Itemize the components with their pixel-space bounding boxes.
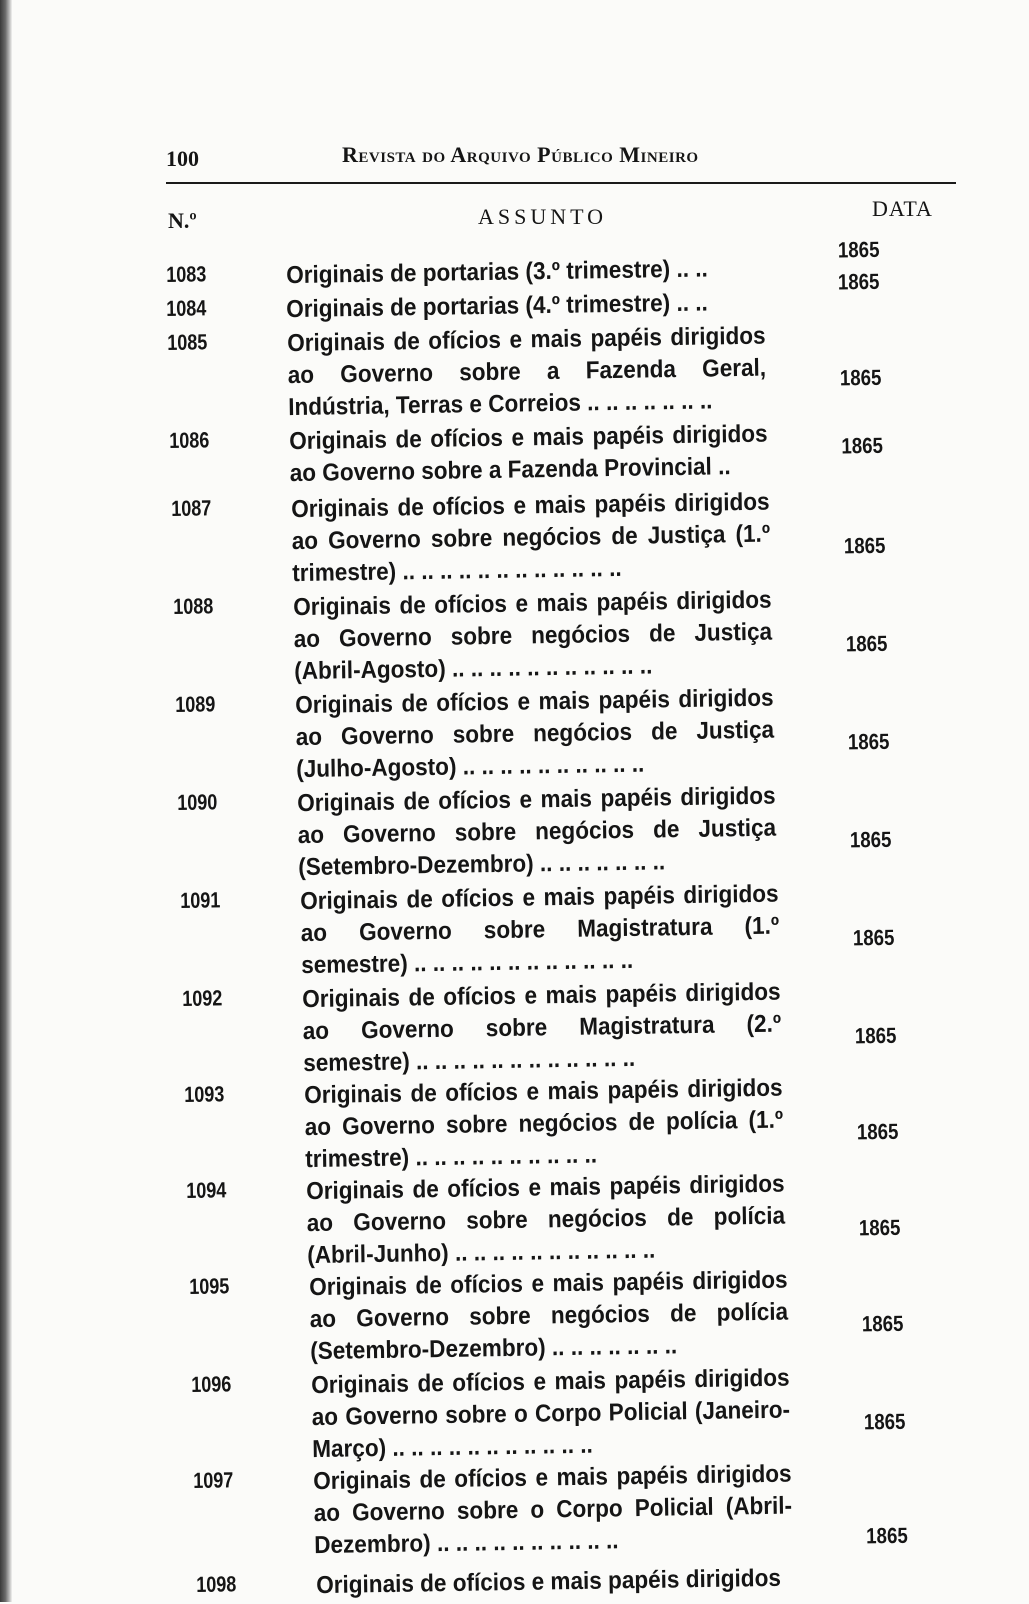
entry-number: 1089 — [175, 691, 216, 717]
column-header-subject: ASSUNTO — [478, 204, 608, 229]
page-header — [166, 140, 956, 184]
entry-number: 1093 — [184, 1081, 225, 1107]
entry-date: 1865 — [843, 532, 886, 559]
entry-subject: Originais de ofícios e mais papéis dirigidos ao Governo sobre negócios de Justiça (Setembro-Dezembro) .. .. .. .. .. .. .. — [297, 782, 777, 882]
entry-subject: Originais de ofícios e mais papéis dirigidos ao Governo sobre negócios de polícia (Abril-Junho) .. .. .. .. .. .. .. .. .. .. .. — [306, 1170, 786, 1270]
entry-date: 1865 — [837, 268, 880, 295]
entry-date: 1865 — [849, 826, 892, 853]
entry-subject: Originais de ofícios e mais papéis dirigidos ao Governo sobre negócios de polícia (1.º trimestre) .. .. .. .. .. .. .. .. .. .. — [304, 1074, 784, 1174]
entry-date: 1865 — [863, 1408, 906, 1435]
entry-number: 1091 — [180, 887, 221, 913]
entry-date: 1865 — [847, 728, 890, 755]
entry-date: 1865 — [839, 364, 882, 391]
entry-subject: Originais de ofícios e mais papéis dirigidos ao Governo sobre negócios de polícia (Setembro-Dezembro) .. .. .. .. .. .. .. — [309, 1266, 789, 1366]
running-title: Revista do Arquivo Público Mineiro — [342, 142, 699, 167]
entry-subject: Originais de ofícios e mais papéis dirigidos ao Governo sobre negócios de Justiça (Abril-Agosto) .. .. .. .. .. .. .. .. .. .. .. — [293, 586, 773, 686]
entry-date: 1865 — [865, 1522, 908, 1549]
entry-number: 1094 — [186, 1177, 227, 1203]
entry-subject: Originais de ofícios e mais papéis dirigidos — [316, 1564, 782, 1600]
entry-date: 1865 — [841, 432, 884, 459]
entry-subject: Originais de portarias (4.º trimestre) .. .. — [286, 289, 708, 324]
entry-date: 1865 — [837, 236, 880, 263]
entry-subject: Originais de ofícios e mais papéis dirigidos ao Governo sobre o Corpo Policial (Abril-Dezembro) .. .. .. .. .. .. .. .. .. .. — [313, 1460, 793, 1560]
entry-number: 1085 — [167, 329, 208, 355]
entry-number: 1090 — [177, 789, 218, 815]
entry-number: 1088 — [173, 593, 214, 619]
entry-number: 1084 — [166, 295, 207, 321]
entry-subject: Originais de ofícios e mais papéis dirigidos ao Governo sobre negócios de Justiça (Julho-Agosto) .. .. .. .. .. .. .. .. .. .. — [295, 684, 775, 784]
entry-subject: Originais de portarias (3.º trimestre) .. .. — [286, 255, 708, 290]
entry-subject: Originais de ofícios e mais papéis dirigidos ao Governo sobre o Corpo Policial (Janeiro-Março) .. .. .. .. .. .. .. .. .. .. .. — [311, 1364, 791, 1464]
entry-subject: Originais de ofícios e mais papéis dirigidos ao Governo sobre a Fazenda Geral, Indústria, Terras e Correios .. .. .. .. .. .. .. — [287, 322, 767, 422]
entry-date: 1865 — [845, 630, 888, 657]
entry-date: 1865 — [852, 924, 895, 951]
page-number: 100 — [166, 146, 199, 171]
entry-number: 1083 — [166, 261, 207, 287]
list-item — [166, 236, 926, 290]
entry-subject: Originais de ofícios e mais papéis dirigidos ao Governo sobre Magistratura (1.º semestre) .. .. .. .. .. .. .. .. .. .. .. .. — [300, 880, 780, 980]
entry-subject: Originais de ofícios e mais papéis dirigidos ao Governo sobre a Fazenda Provincial .. — [289, 420, 768, 488]
entry-number: 1086 — [169, 427, 210, 453]
column-header-date: DATA — [872, 196, 933, 221]
entry-number: 1097 — [193, 1467, 234, 1493]
list-item — [196, 1560, 956, 1600]
entry-date: 1865 — [858, 1214, 901, 1241]
entry-number: 1095 — [189, 1273, 230, 1299]
entry-number: 1087 — [171, 495, 212, 521]
entry-number: 1098 — [196, 1571, 237, 1597]
entry-subject: Originais de ofícios e mais papéis dirigidos ao Governo sobre negócios de Justiça (1.º trimestre) .. .. .. .. .. .. .. .. .. .. .. .. — [291, 488, 771, 588]
entry-date: 1865 — [856, 1118, 899, 1145]
entry-number: 1092 — [182, 985, 223, 1011]
entry-date: 1865 — [861, 1310, 904, 1337]
entry-subject: Originais de ofícios e mais papéis dirigidos ao Governo sobre Magistratura (2.º semestre) .. .. .. .. .. .. .. .. .. .. .. .. — [302, 978, 782, 1078]
entry-number: 1096 — [191, 1371, 232, 1397]
page-binding-edge — [0, 0, 12, 1602]
column-header-number: N.º — [168, 208, 197, 233]
entry-date: 1865 — [854, 1022, 897, 1049]
